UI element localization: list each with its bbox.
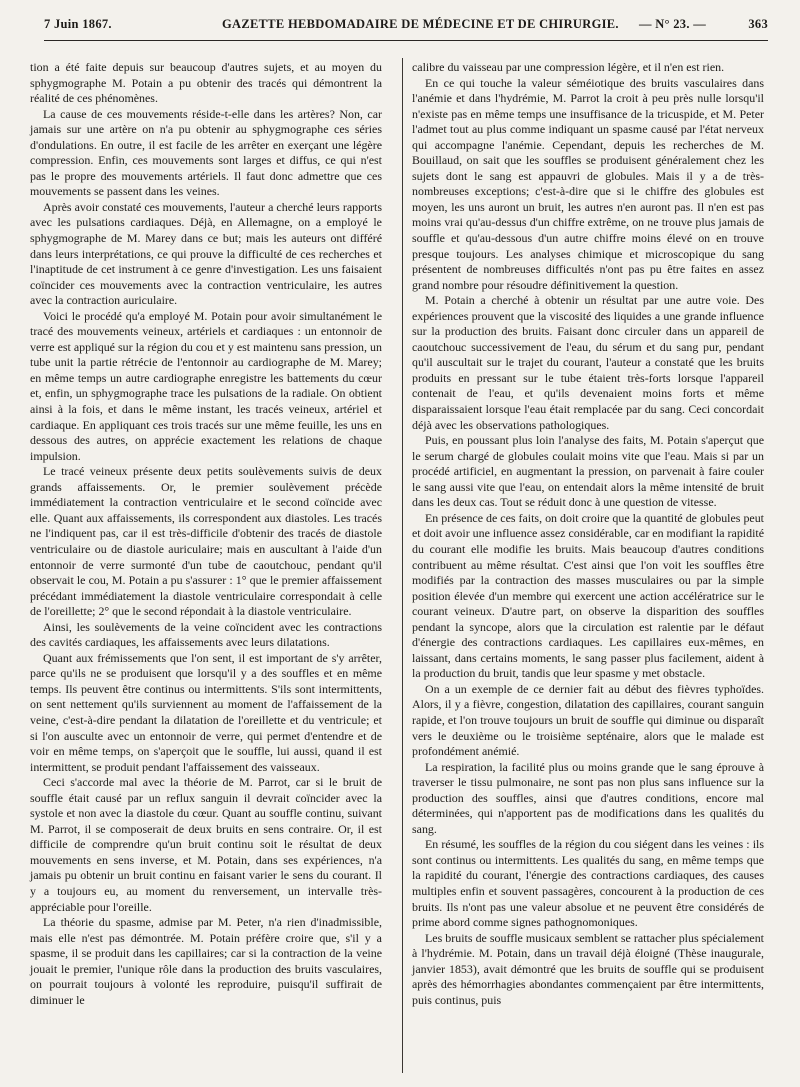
paragraph: En ce qui touche la valeur séméiotique des bruits vasculaires dans l'anémie et dans l'hydrémie, M. Parrot la croit à peu près nulle lorsqu'il n'existe pas en même temps une insuffisance de la tricuspide, et M. Peter l'admet tout au plus comme indiquant un spasme causé par l'état nerveux qui accompagne l'anémie. Cependant, depuis les recherches de M. Bouillaud, on sait que les souffles se produisent généralement chez les sujets dont le sang est appauvri de globules. Mais il y a de très-nombreuses exceptions; c'est-à-dire que si le chiffre des globules est moyen, les uns auront un bruit, les autres n'en auront pas. Il n'en est pas moins vrai qu'au-dessus d'un chiffre extrême, on ne trouve plus jamais de souffle et qu'au-dessous d'un autre chiffre moins élevé on en trouve presque toujours. Les analyses chimique et microscopique du sang présentent de nombreuses difficultés n'ont pas pu être faites en assez grand nombre pour résoudre définitivement la question.: [412, 75, 764, 292]
paragraph: calibre du vaisseau par une compression légère, et il n'en est rien.: [412, 60, 725, 74]
issue-date: 7 Juin 1867.: [44, 17, 112, 31]
paragraph: Ainsi, les soulèvements de la veine coïncident avec les contractions des cavités cardiaques, les affaissements avec leurs dilatations.: [30, 619, 382, 650]
paragraph: La cause de ces mouvements réside-t-elle dans les artères? Non, car jamais sur une artère on n'a pu obtenir au sphygmographe ces séries d'ondulations. En outre, il est facile de les arrêter en exerçant une légère compression. Enfin, ces mouvements sont larges et diffus, ce qui n'est pas le propre des mouvements artériels. Il faut donc admettre que ces mouvements se passent dans les veines.: [30, 106, 382, 199]
column-divider: [402, 58, 403, 1073]
paragraph: Après avoir constaté ces mouvements, l'auteur a cherché leurs rapports avec les pulsations cardiaques. Déjà, en Allemagne, on a employé le sphygmographe de M. Marey dans ce but; mais les auteurs ont différé dans leurs interprétations, ce qui prouve la difficulté de ces recherches et l'inaptitude de cet instrument à ce genre d'investigation. Les uns faisaient coïncider ces mouvements avec la contraction ventriculaire, les autres avec la contraction auriculaire.: [30, 199, 382, 308]
header-rule: [44, 40, 768, 41]
paragraph: Le tracé veineux présente deux petits soulèvements suivis de deux grands affaissements. Or, le premier soulèvement précède immédiatement la contraction ventriculaire et le second coïncide avec elle. Quant aux affaissements, ils correspondent aux diastoles. Les tracés ne l'indiquent pas, car il est très-difficile d'obtenir des tracés de diastole ventriculaire ou de diastole auriculaire; mais en auscultant à l'aide d'un entonnoir de verre surmonté d'un tube de caoutchouc, pendant qu'il observait le cou, M. Potain a pu s'assurer : 1° que le premier affaissement précédant immédiatement la diastole ventriculaire correspondait à celle de l'oreillette; 2° que le second répondait à la diastole ventriculaire.: [30, 464, 382, 619]
issue-number: — N° 23. —: [638, 17, 706, 31]
paragraph: Voici le procédé qu'a employé M. Potain pour avoir simultanément le tracé des mouvements veineux, artériels et cardiaques : un entonnoir de verre est appliqué sur la région du cou et y est maintenu sans pression, un tube unit la partie rétrécie de l'entonnoir au cardiographe de M. Marey; en même temps un autre cardiographe enregistre les battements du cœur et, enfin, un sphygmographe trace les pulsations de la radiale. On obtient ainsi à la fois, et dans le même instant, les tracés veineux, artériel et cardiaque. En appliquant ces trois tracés sur une même feuille, les uns en dessous des autres, on apprécie exactement les relations de chaque impulsion.: [30, 308, 382, 463]
paragraph: Ceci s'accorde mal avec la théorie de M. Parrot, car si le bruit de souffle était causé par un reflux sanguin il devrait coïncider avec la systole et non avec la diastole du cœur. Quant au souffle continu, suivant M. Parrot, il se composerait de deux bruits en sens contraire. Or, il est difficile de comprendre qu'un bruit continu soit le résultat de deux mouvements en sens inverse, et M. Potain, dans ses expériences, n'a jamais pu obtenir un bruit continu en faisant varier le sens du courant. Il y a toujours eu, au moment du renversement, un intervalle très-appréciable pour l'oreille.: [30, 775, 382, 914]
paragraph: En résumé, les souffles de la région du cou siégent dans les veines : ils sont continus ou intermittents. Les qualités du sang, en même temps que la rapidité du courant, l'énergie des contractions cardiaques, des causes multiples enfin et souvent passagères, concourent à la production de ces bruits. Ils n'ont pas une valeur absolue et ne peuvent être considérés de prime abord comme signes pathognomoniques.: [412, 837, 764, 930]
paragraph: En présence de ces faits, on doit croire que la quantité de globules peut et doit avoir une influence assez considérable, car en modifiant la rapidité du courant elle modifie les bruits. Mais beaucoup d'autres conditions contribuent au même résultat. C'est ainsi que l'on voit les souffles être modifiés par la contraction des masses musculaires ou par la simple position élevée d'un membre qui exercent une action accélératrice sur le courant veineux. D'autre part, on observe la disparition des souffles pendant la syncope, alors que la circulation est ralentie par le défaut d'énergie des contractions cardiaques. Les capillaires eux-mêmes, en laissant, dans certains moments, le sang passer plus facilement, aident à la production du bruit, tandis que leur spasme y met obstacle.: [412, 510, 765, 681]
page-number: 363: [748, 17, 768, 31]
left-column: [30, 60, 382, 1008]
paragraph: tion a été faite depuis sur beaucoup d'autres sujets, et au moyen du sphygmographe M. Potain a pu obtenir des tracés qui démontrent la réalité de ces phénomènes.: [30, 60, 382, 106]
paragraph: Les bruits de souffle musicaux semblent se rattacher plus spécialement à l'hydrémie. M. Potain, dans un travail déjà éloigné (Thèse inaugurale, janvier 1853), avait démontré que les bruits de souffle qui se produisent après des hémorrhagies abondantes commençaient par être intermittents, puis continus, puis: [412, 930, 764, 1007]
paragraph: La respiration, la facilité plus ou moins grande que le sang éprouve à traverser le tissu pulmonaire, ne sont pas non plus sans influence sur la production des souffles, ainsi que d'autres conditions, encore mal déterminées, qui n'apportent pas de modifications dans les qualités du sang.: [412, 759, 764, 836]
paragraph: On a un exemple de ce dernier fait au début des fièvres typhoïdes. Alors, il y a fièvre, congestion, dilatation des capillaires, courant sanguin rapide, et l'on trouve toujours un bruit de souffle qui diminue ou disparaît vers le deuxième ou le troisième septénaire, alors que le malade est profondément anémié.: [412, 681, 764, 759]
paragraph: Puis, en poussant plus loin l'analyse des faits, M. Potain s'aperçut que le serum chargé de globules coulait moins vite que l'eau. Mais si par un procédé artificiel, en augmentant la pression, on parvenait à faire couler le sang aussi vite que l'eau, on entendait alors la même intensité de bruit dans les deux cas. Tout se réduit donc à une question de vitesse.: [412, 433, 764, 510]
journal-title: GAZETTE HEBDOMADAIRE DE MÉDECINE ET DE CHIRURGIE.: [222, 17, 619, 31]
paragraph: M. Potain a cherché à obtenir un résultat par une autre voie. Des expériences prouvent que la viscosité des liquides a une grande influence sur la production des bruits. Faisant donc circuler dans un appareil de caoutchouc successivement de l'eau, du sérum et du sang pur, pendant qu'il auscultait sur le trajet du courant, l'auteur a constaté que les bruits produits en pressant sur le tube étaient très-forts lorsque l'appareil contenait de l'eau, et qu'ils devenaient moins forts et même disparaissaient lorsque l'eau était remplacée par du sang. Ceci concordait déjà avec les observations pathologiques.: [412, 293, 764, 432]
page-header: [44, 14, 768, 34]
paragraph: La théorie du spasme, admise par M. Peter, n'a rien d'inadmissible, mais elle n'est pas démontrée. M. Potain préfère croire que, s'il y a spasme, il se produit dans les capillaires; car si la contraction de la veine jouait le premier, l'unique rôle dans la production des bruits vasculaires, on pourrait toujours à volonté les reproduire, puisqu'il suffirait de diminuer le: [30, 915, 382, 1007]
paragraph: Quant aux frémissements que l'on sent, il est important de s'y arrêter, parce qu'ils ne se produisent que lorsqu'il y a des souffles et en même temps. Ils peuvent être continus ou intermittents. S'ils sont intermittents, on sent nettement qu'ils surviennent au moment de l'affaissement de la veine, c'est-à-dire pendant la dilatation de l'oreillette et du ventricule; et si l'on ausculte avec un entonnoir de verre, qui permet d'entendre et de voir en même temps, on s'aperçoit que le souffle, lui aussi, quand il est intermittent, se produit pendant l'affaissement des vaisseaux.: [30, 650, 382, 774]
right-column: [412, 60, 764, 1008]
